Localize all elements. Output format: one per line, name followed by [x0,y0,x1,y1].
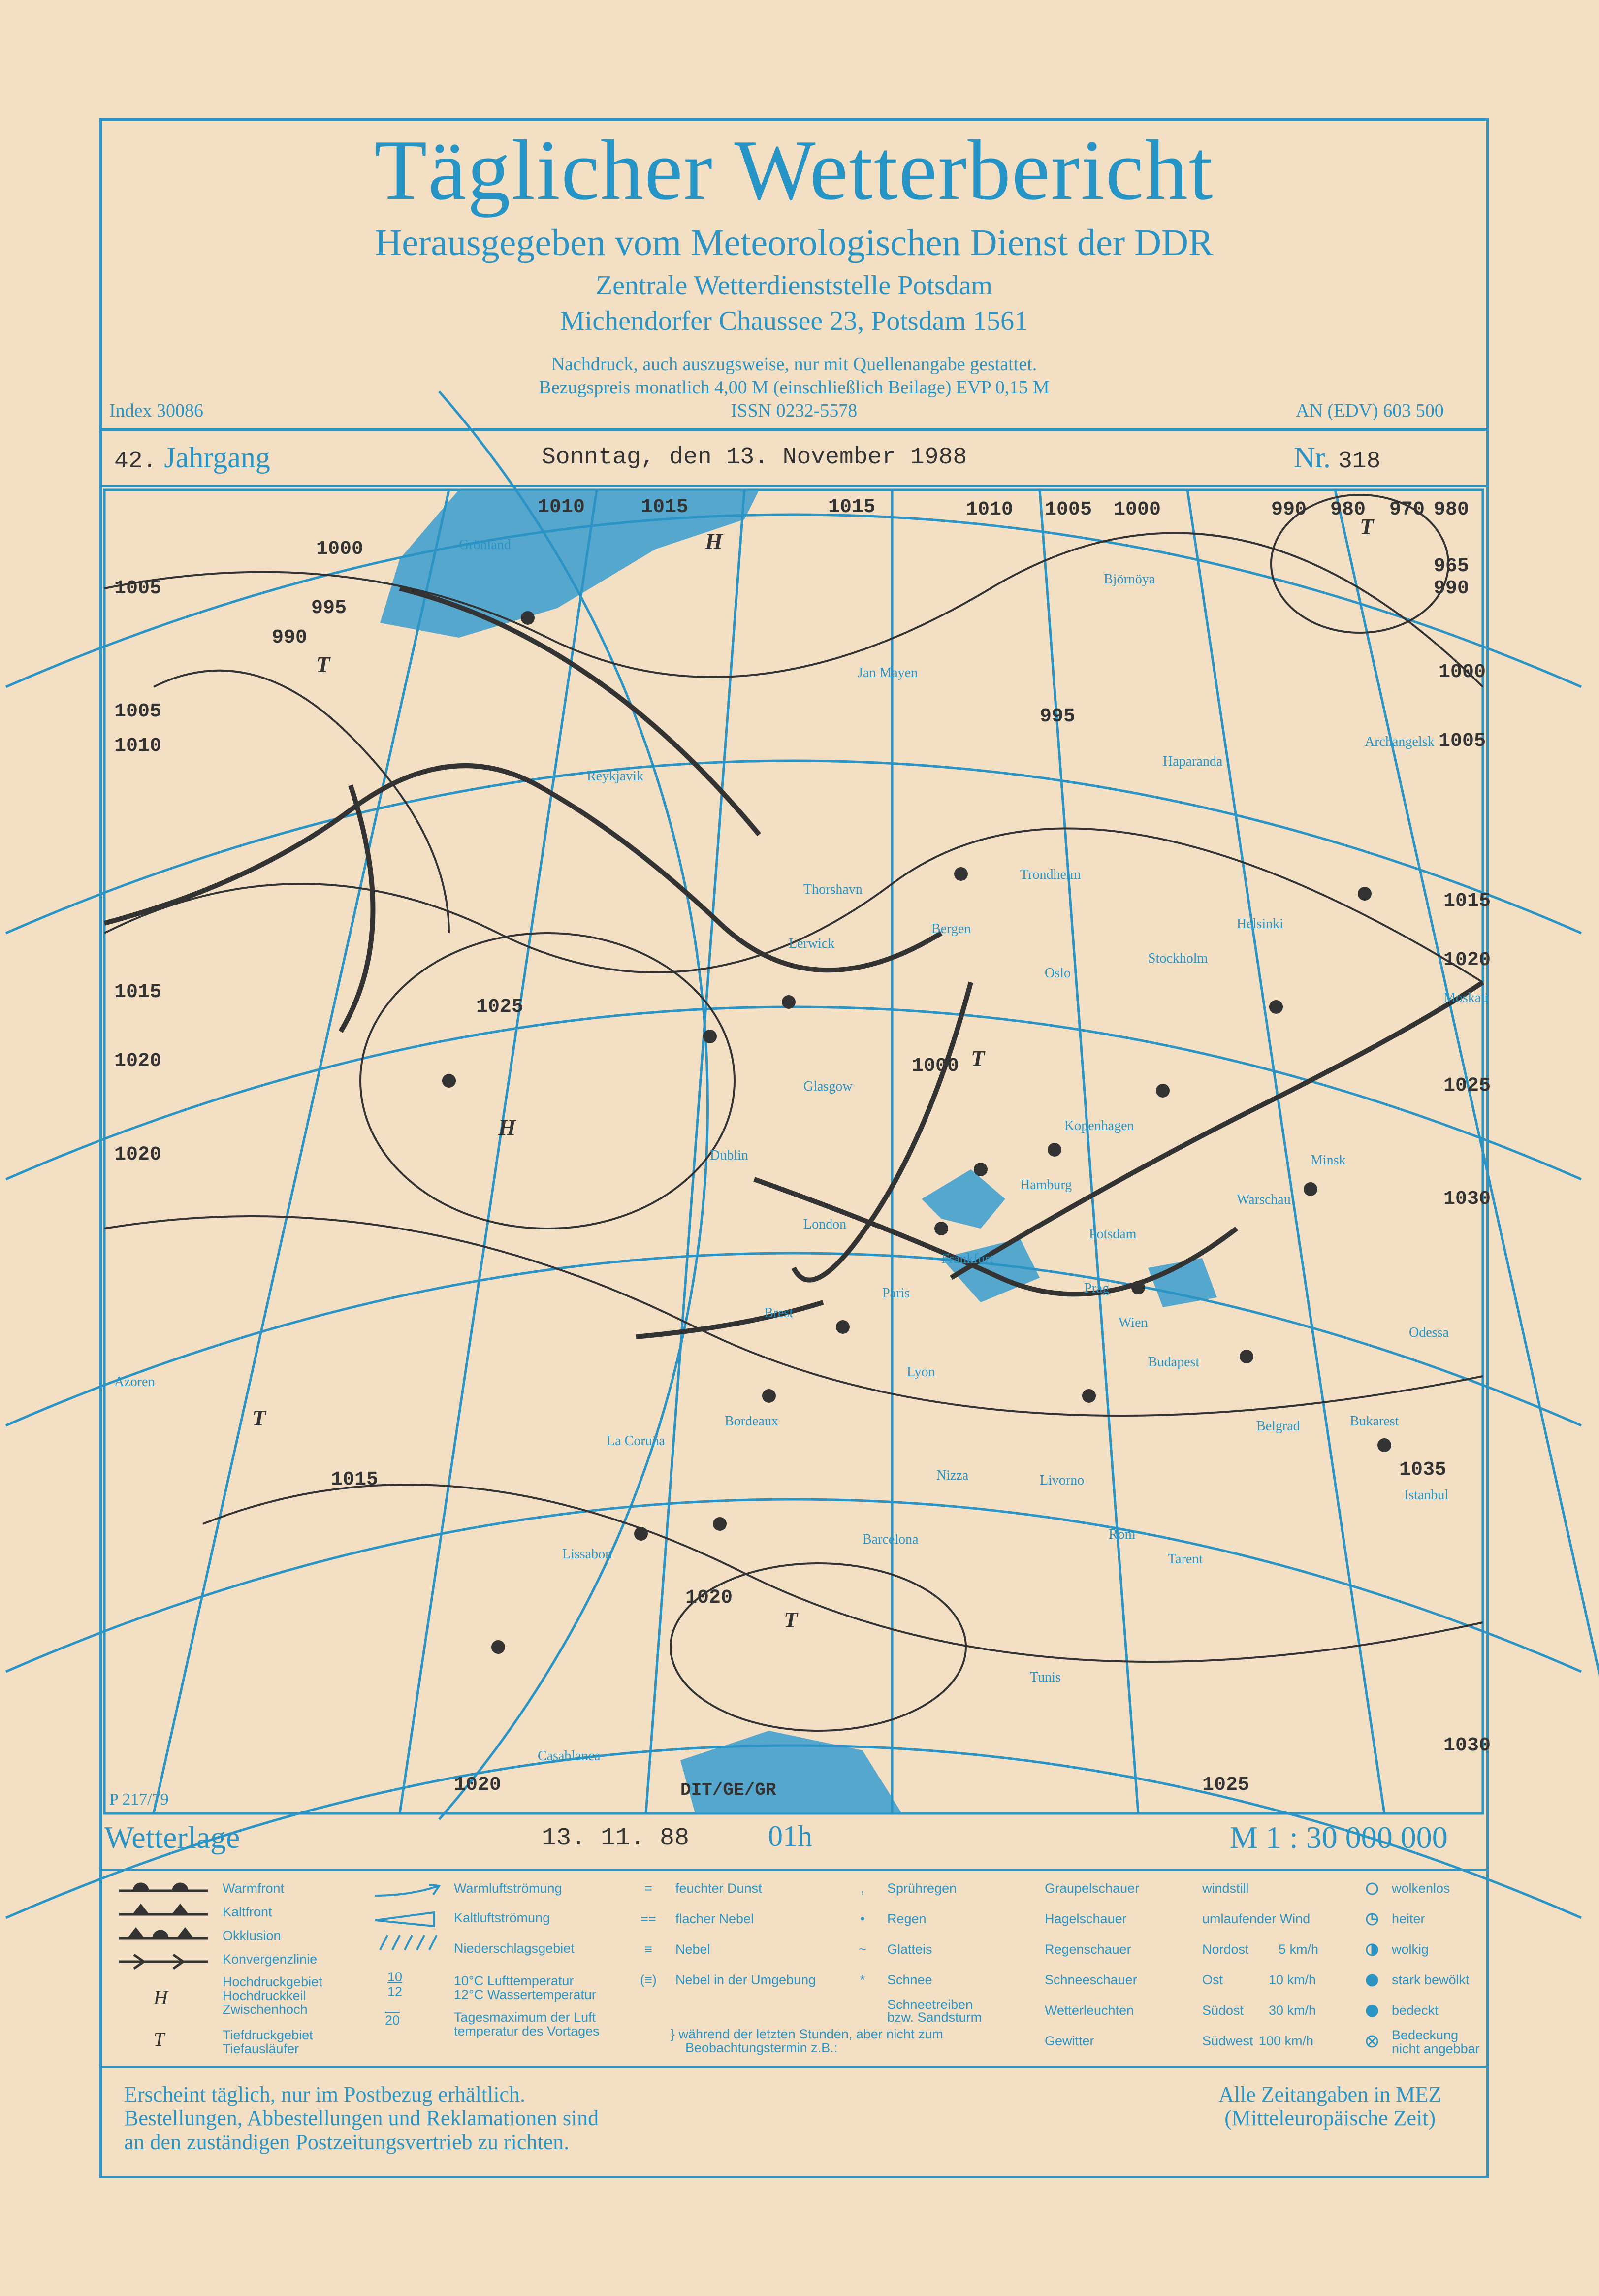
legend-high-symbol: H [154,1986,168,2008]
isobar-label: 1010 [966,499,1014,521]
low-pressure-symbol: T [252,1405,266,1430]
place-warschau: Warschau [1237,1192,1291,1207]
place-minsk: Minsk [1311,1153,1346,1168]
legend-airflow-symbols [370,1881,449,1960]
footer-line-2: Bestellungen, Abbestellungen und Reklamationen sind [124,2106,599,2131]
isobar-label: 995 [1040,706,1076,728]
issue-number-label: Nr. [1294,441,1331,474]
price-line: Bezugspreis monatlich 4,00 M (einschließlich Beilage) EVP 0,15 M [539,377,1050,398]
place-hamburg: Hamburg [1020,1177,1072,1193]
legend-hochdruckgebiet: Hochdruckgebiet [223,1974,322,1989]
volume-label: Jahrgang [164,441,270,474]
isobar-label: 1000 [912,1055,959,1077]
issue-number-value: 318 [1338,448,1381,475]
legend-nebel-umgebung-symbol: (≡) [640,1973,657,1987]
low-pressure-symbol: T [1360,514,1374,539]
issue-date: Sonntag, den 13. November 1988 [542,444,967,471]
place-tarent: Tarent [1168,1552,1203,1567]
legend-nebel: Nebel [675,1942,710,1957]
place-livorno: Livorno [1040,1473,1085,1488]
legend-glatteis: Glatteis [887,1942,932,1957]
place-rom: Rom [1109,1527,1136,1542]
place-bergen: Bergen [931,921,971,937]
volume-line [114,441,270,475]
legend-wetterleuchten: Wetterleuchten [1045,2003,1134,2018]
isobar-label: 1015 [828,496,876,518]
isobar-label: 1020 [454,1774,502,1796]
place-nizza: Nizza [936,1468,969,1483]
place-bordeaux: Bordeaux [725,1414,778,1429]
legend-tiefdruckgebiet: Tiefdruckgebiet [223,2028,313,2042]
map-scale: M 1 : 30 000 000 [1230,1820,1448,1855]
isobar-label: 1020 [1443,949,1491,971]
place-bukarest: Bukarest [1350,1414,1399,1429]
issue-number [1294,441,1380,475]
an-edv-number: AN (EDV) 603 500 [1296,400,1444,421]
footer-time-note [1218,2083,1441,2131]
isobar-label: 1015 [1443,890,1491,912]
low-pressure-symbol: T [316,652,330,677]
isobar-label: 990 [1271,499,1307,521]
isobar-label: 1025 [1443,1075,1491,1097]
place-brest: Brest [764,1305,794,1321]
place-wien: Wien [1119,1315,1148,1330]
header-divider [99,428,1489,431]
isobar-label: 1015 [641,496,689,518]
legend-niederschlagsgebiet: Niederschlagsgebiet [454,1941,575,1956]
legend-nicht-angebbar: nicht angebbar [1392,2041,1480,2056]
place-dublin: Dublin [710,1148,748,1163]
place-glasgow: Glasgow [803,1079,853,1094]
legend-nebel-symbol: ≡ [644,1942,652,1957]
legend-max-text-1: Tagesmaximum der Luft [454,2010,596,2025]
legend-speed-5: 5 km/h [1279,1942,1319,1957]
place-odessa: Odessa [1409,1325,1449,1340]
legend-graupelschauer: Graupelschauer [1045,1881,1140,1896]
place-lissabon: Lissabon [562,1547,612,1562]
isobar-label: 1005 [1045,499,1092,521]
place-groenland: Grönland [459,537,511,552]
place-oslo: Oslo [1045,966,1071,981]
legend-schnee: Schnee [887,1973,932,1987]
isobar-label: 1005 [114,578,162,600]
legend-flacher-nebel-symbol: == [640,1911,656,1926]
isobar-label: 1010 [538,496,585,518]
place-budapest: Budapest [1148,1355,1200,1370]
legend-warmluftstroemung: Warmluftströmung [454,1881,562,1896]
isobar-label: 1000 [1114,499,1161,521]
legend-note-1: } während der letzten Stunden, aber nicht zum [671,2027,943,2041]
low-pressure-symbol: T [784,1607,798,1632]
isobar-label: 1005 [1439,730,1486,752]
footer-time-line-1: Alle Zeitangaben in MEZ [1218,2082,1442,2106]
place-bjoernoya: Björnöya [1104,572,1155,587]
legend-zwischenhoch: Zwischenhoch [223,2002,308,2017]
legend-sandsturm: bzw. Sandsturm [887,2010,982,2025]
legend-temp-top: 10 [387,1970,403,1984]
place-potsdam: Potsdam [1089,1227,1137,1242]
isobar-label: 1015 [331,1469,379,1491]
legend-wolkig: wolkig [1392,1942,1429,1957]
place-haparanda: Haparanda [1163,754,1223,769]
legend-hochdruckkeil: Hochdruckkeil [223,1988,306,2003]
isobar-label: 1020 [114,1144,162,1166]
legend-kaltfront: Kaltfront [223,1905,272,1919]
legend-suedwest: Südwest [1202,2034,1253,2048]
isobar-label: 1010 [114,735,162,757]
footer-info [124,2083,599,2154]
place-stockholm: Stockholm [1148,951,1208,966]
isobar-label: 1025 [476,996,524,1018]
place-helsinki: Helsinki [1237,916,1283,932]
place-belgrad: Belgrad [1256,1419,1300,1434]
footer-divider [99,2066,1489,2068]
isobar-label: 1035 [1399,1459,1447,1481]
masthead-title: Täglicher Wetterbericht [374,122,1214,218]
legend-umlaufender-wind: umlaufender Wind [1202,1911,1311,1926]
isobar-label: 995 [311,597,347,619]
address-line: Michendorfer Chaussee 23, Potsdam 1561 [560,306,1028,336]
reprint-note: Nachdruck, auch auszugsweise, nur mit Quellenangabe gestattet. [551,354,1037,375]
legend-wassertemperatur: 12°C Wassertemperatur [454,1987,596,2002]
isobar-label: 980 [1330,499,1366,521]
place-tunis: Tunis [1030,1670,1061,1685]
place-barcelona: Barcelona [863,1532,919,1547]
legend-wolkenlos: wolkenlos [1392,1881,1450,1896]
issn-line: ISSN 0232-5578 [731,400,858,421]
place-istanbul: Istanbul [1404,1488,1449,1503]
issue-divider [99,485,1489,487]
legend-gewitter: Gewitter [1045,2034,1094,2048]
place-casablanca: Casablanca [538,1748,601,1764]
legend-temp-bottom: 12 [387,1984,403,1999]
isobar-label: 990 [1434,578,1470,600]
legend-speed-30: 30 km/h [1269,2003,1316,2018]
legend-dunst-symbol: = [644,1881,652,1896]
place-paris: Paris [882,1286,910,1301]
place-azoren: Azoren [114,1374,155,1390]
legend-schnee-symbol: * [860,1973,865,1987]
legend-windstill: windstill [1202,1881,1249,1896]
legend-low-symbol: T [154,2028,165,2050]
legend [114,1881,1483,2058]
footer-line-1: Erscheint täglich, nur im Postbezug erhältlich. [124,2082,526,2106]
place-lerwick: Lerwick [789,936,835,951]
place-prag: Prag [1084,1281,1110,1296]
isobar-label: 1000 [316,538,364,560]
publisher-line: Herausgegeben vom Meteorologischen Dienst der DDR [375,222,1214,263]
isobar-label: 1025 [1202,1774,1250,1796]
low-pressure-symbol: T [971,1046,985,1071]
legend-regen: Regen [887,1911,927,1926]
legend-hagelschauer: Hagelschauer [1045,1911,1127,1926]
legend-feuchter-dunst: feuchter Dunst [675,1881,762,1896]
place-thorshavn: Thorshavn [803,882,863,897]
legend-speed-10: 10 km/h [1269,1973,1316,1987]
isobar-label: 1030 [1443,1735,1491,1757]
high-pressure-symbol: H [498,1115,516,1140]
wetterlage-time: 01h [768,1820,812,1852]
legend-schneetreiben: Schneetreiben [887,1997,973,2012]
legend-speed-100: 100 km/h [1259,2034,1314,2048]
isobar-label: 1000 [1439,661,1486,683]
legend-regen-symbol: • [860,1911,865,1926]
legend-heiter: heiter [1392,1911,1425,1926]
isobar-label: 1020 [685,1587,733,1609]
legend-flacher-nebel: flacher Nebel [675,1911,754,1926]
legend-spruehregen: Sprühregen [887,1881,957,1896]
plate-mark: P 217/79 [109,1790,169,1809]
isobar-label: 1015 [114,981,162,1003]
wetterlage-date: 13. 11. 88 [542,1824,690,1852]
place-archangelsk: Archangelsk [1365,734,1435,749]
place-reykjavik: Reykjavik [587,769,644,784]
isobar-label: 980 [1434,499,1470,521]
place-moskau: Moskau [1443,990,1488,1005]
legend-front-symbols [114,1881,213,2058]
footer-time-line-2: (Mitteleuropäische Zeit) [1224,2106,1436,2131]
place-london: London [803,1217,847,1232]
legend-ost: Ost [1202,1973,1223,1987]
isobar-label: 1030 [1443,1188,1491,1210]
isobar-label: 990 [272,627,308,649]
legend-nordost: Nordost [1202,1942,1249,1957]
legend-lufttemperatur: 10°C Lufttemperatur [454,1973,574,1988]
legend-stark-bewoelkt: stark bewölkt [1392,1973,1470,1987]
legend-bedeckung: Bedeckung [1392,2028,1459,2042]
index-number: Index 30086 [109,400,204,421]
legend-okklusion: Okklusion [223,1928,281,1943]
place-la-coruna: La Coruña [607,1433,665,1449]
legend-bedeckt: bedeckt [1392,2003,1439,2018]
place-jan-mayen: Jan Mayen [858,665,918,680]
volume-number: 42. [114,448,157,475]
legend-glatteis-symbol: ~ [859,1942,866,1957]
legend-top-divider [99,1869,1489,1871]
footer-line-3: an den zuständigen Postzeitungsvertrieb zu richten. [124,2130,570,2154]
legend-konvergenzlinie: Konvergenzlinie [223,1952,318,1967]
isobar-label: 1020 [114,1050,162,1072]
isobar-label: 965 [1434,555,1470,578]
high-pressure-symbol: H [705,529,723,554]
isobar-label: 1005 [114,701,162,723]
legend-note-2: Beobachtungstermin z.B.: [685,2040,838,2055]
isobar-label: 970 [1389,499,1425,521]
legend-cloud-symbols [1360,1881,1384,2058]
legend-tiefauslaeufer: Tiefausläufer [223,2041,299,2056]
legend-schneeschauer: Schneeschauer [1045,1973,1137,1987]
legend-max-text-2: temperatur des Vortages [454,2024,600,2038]
place-kopenhagen: Kopenhagen [1064,1118,1134,1133]
legend-regenschauer: Regenschauer [1045,1942,1131,1957]
legend-kaltluftstroemung: Kaltluftströmung [454,1910,550,1925]
place-lyon: Lyon [907,1364,935,1380]
place-trondheim: Trondheim [1020,867,1081,882]
legend-suedost: Südost [1202,2003,1244,2018]
map-credit: DIT/GE/GR [680,1780,776,1800]
office-line: Zentrale Wetterdienststelle Potsdam [595,270,993,301]
weather-map [104,490,1491,1813]
legend-spruehregen-symbol: , [861,1881,864,1896]
legend-nebel-umgebung: Nebel in der Umgebung [675,1973,816,1987]
legend-max-sample: 20 [385,2013,400,2028]
wetterlage-label: Wetterlage [104,1820,240,1855]
place-frankfurt: Frankfurt [941,1251,993,1266]
legend-warmfront: Warmfront [223,1881,285,1896]
